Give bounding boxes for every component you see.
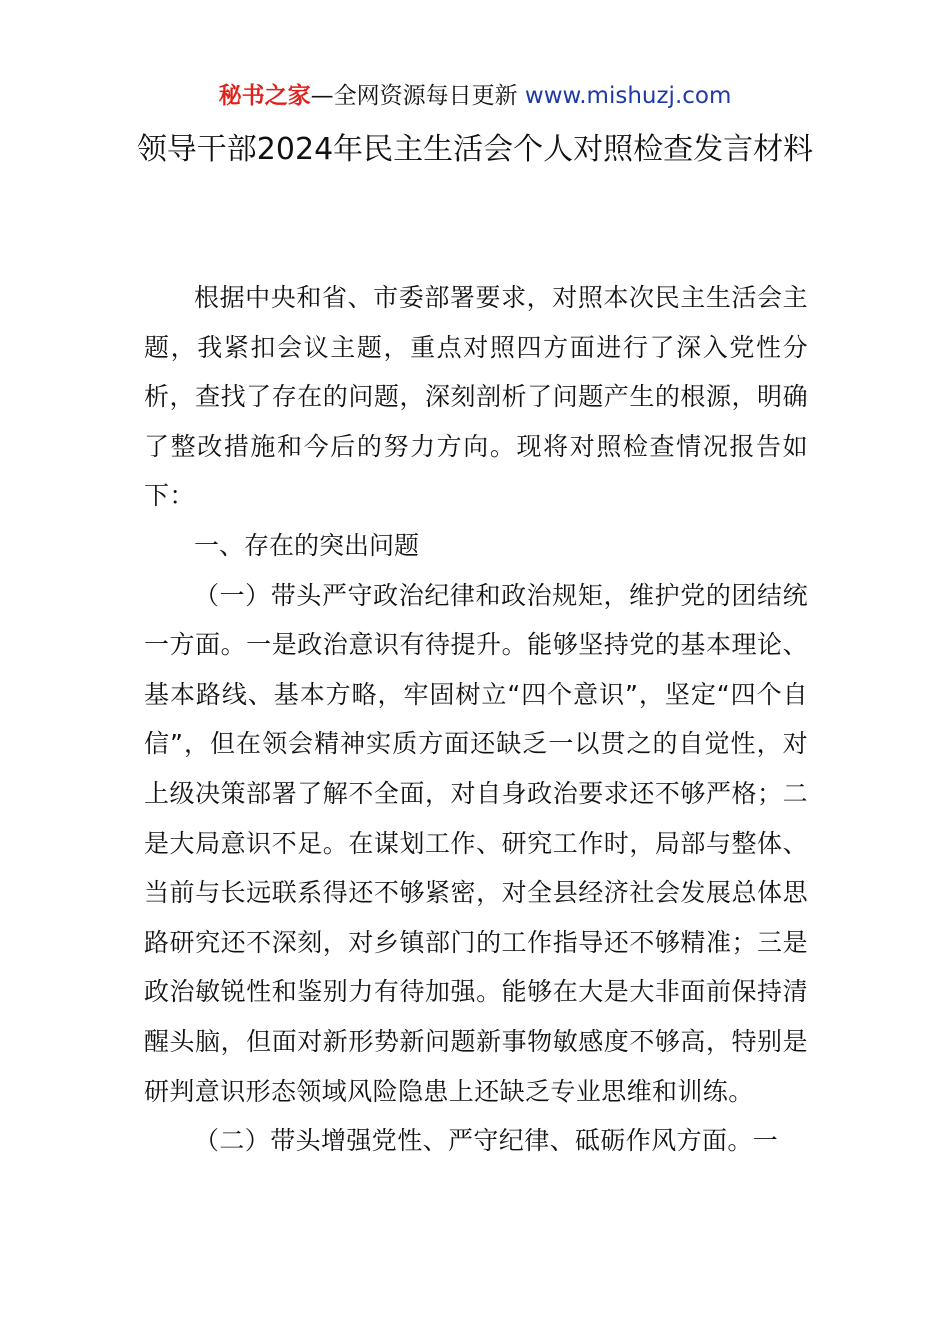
site-name: 秘书之家 [218,83,311,109]
intro-paragraph: 根据中央和省、市委部署要求，对照本次民主生活会主题，我紧扣会议主题，重点对照四方面进行了深入党性分析，查找了存在的问题，深刻剖析了问题产生的根源，明确了整改措施和今后的努力方向。现将对照检查情况报告如下： [144,283,808,511]
body-paragraph: （二）带头增强党性、严守纪律、砥砺作风方面。一 [194,1126,779,1156]
site-tagline: —全网资源每日更新 [310,83,525,109]
document-title: 领导干部2024年民主生活会个人对照检查发言材料 [136,132,814,167]
section-heading: 一、存在的突出问题 [194,530,420,560]
site-banner [0,80,950,112]
body-paragraph: （一）带头严守政治纪律和政治规矩，维护党的团结统一方面。一是政治意识有待提升。能够坚持党的基本理论、基本路线、基本方略，牢固树立“四个意识”，坚定“四个自信”，但在领会精神实质方面还缺乏一以贯之的自觉性，对上级决策部署了解不全面，对自身政治要求还不够严格；二是大局意识不足。在谋划工作、研究工作时，局部与整体、当前与长远联系得还不够紧密，对全县经济社会发展总体思路研究还不深刻，对乡镇部门的工作指导还不够精准；三是政治敏锐性和鉴别力有待加强。能够在大是大非面前保持清醒头脑，但面对新形势新问题新事物敏感度不够高，特别是研判意识形态领域风险隐患上还缺乏专业思维和训练。 [144,580,808,1106]
site-url-link[interactable]: www.mishuzj.com [524,83,732,109]
document-body [144,273,808,1166]
